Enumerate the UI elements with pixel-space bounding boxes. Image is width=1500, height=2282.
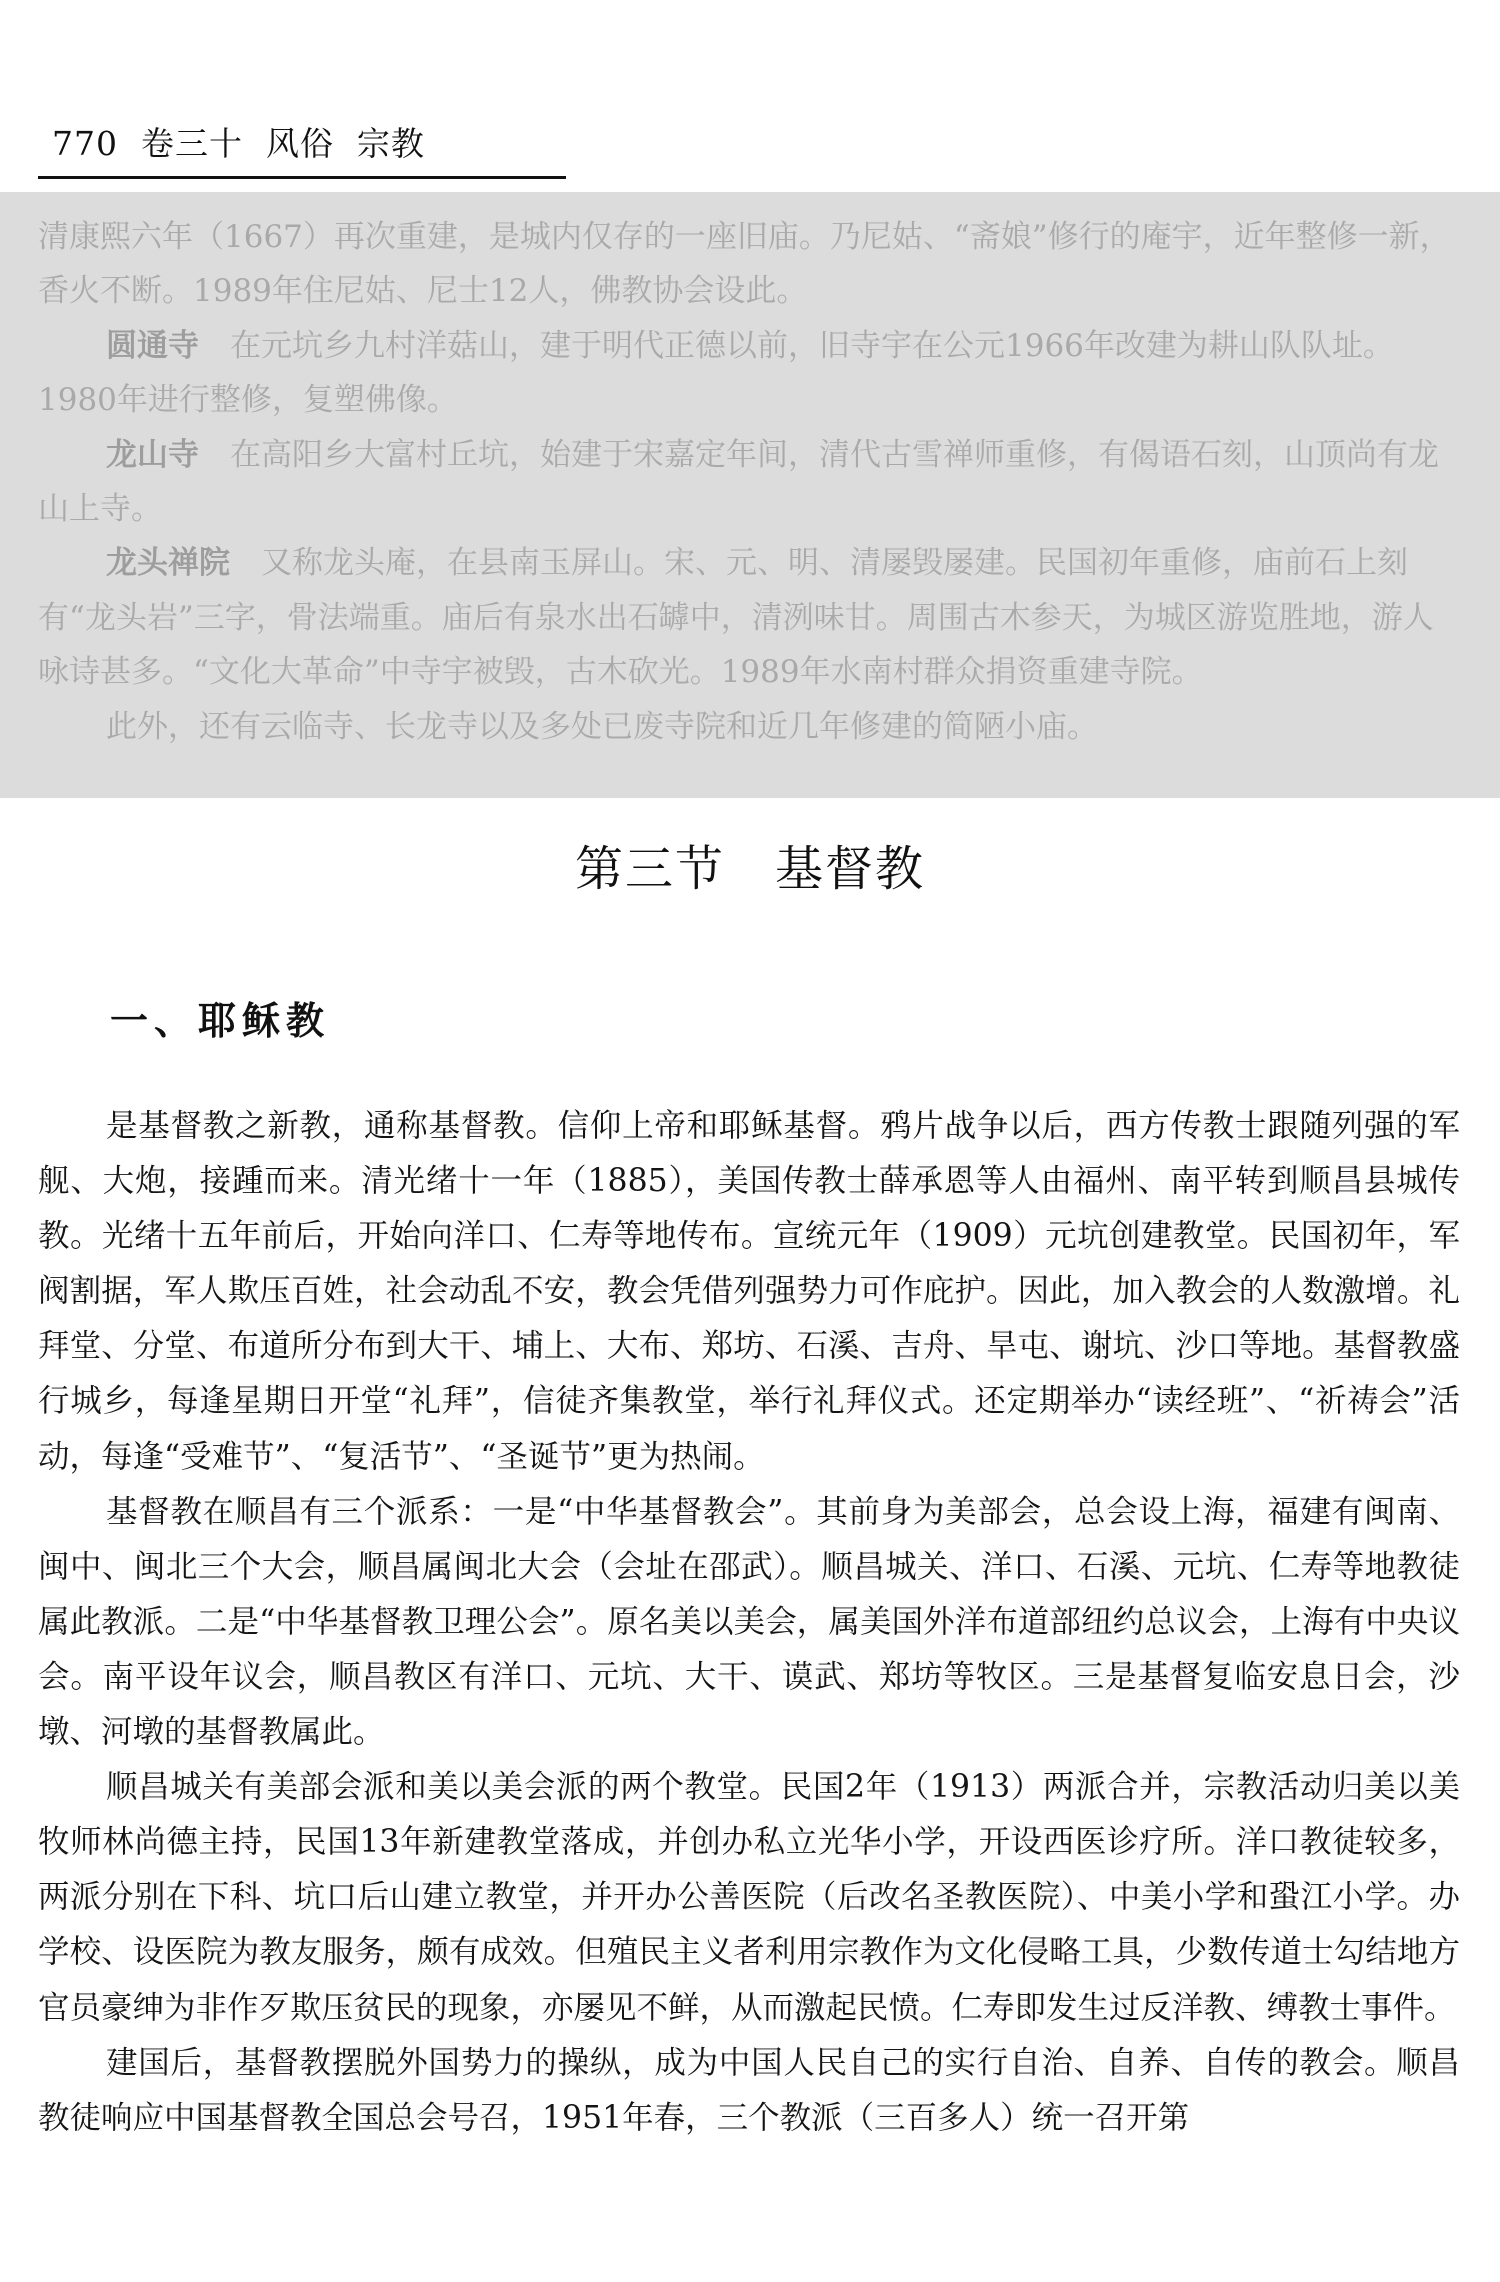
- header-rule: [38, 176, 566, 179]
- prev-paragraph-4: [38, 536, 1458, 699]
- temple-name: 龙头禅院: [106, 545, 230, 582]
- temple-description: 在高阳乡大富村丘坑，始建于宋嘉定年间，清代古雪禅师重修，有偈语石刻，山顶尚有龙山上寺。: [38, 436, 1439, 528]
- section-title: 第三节 基督教: [574, 841, 925, 897]
- prev-paragraph-3: [38, 428, 1458, 537]
- temple-description: 又称龙头庵，在县南玉屏山。宋、元、明、清屡毁屡建。民国初年重修，庙前石上刻有“龙头岩”三字，骨法端重。庙后有泉水出石罅中，清洌味甘。周围古木参天，为城区游览胜地，游人咏诗甚多。“文化大革命”中寺宇被毁，古木砍光。1989年水南村群众捐资重建寺院。: [38, 545, 1434, 691]
- body-paragraph-1: 是基督教之新教，通称基督教。信仰上帝和耶稣基督。鸦片战争以后，西方传教士跟随列强的军舰、大炮，接踵而来。清光绪十一年（1885），美国传教士薛承恩等人由福州、南平转到顺昌县城传教。光绪十五年前后，开始向洋口、仁寿等地传布。宣统元年（1909）元坑创建教堂。民国初年，军阀割据，军人欺压百姓，社会动乱不安，教会凭借列强势力可作庇护。因此，加入教会的人数激增。礼拜堂、分堂、布道所分布到大干、埔上、大布、郑坊、石溪、吉舟、旱屯、谢坑、沙口等地。基督教盛行城乡，每逢星期日开堂“礼拜”，信徒齐集教堂，举行礼拜仪式。还定期举办“读经班”、“祈祷会”活动，每逢“受难节”、“复活节”、“圣诞节”更为热闹。: [38, 1108, 1460, 1475]
- temple-name: 圆通寺: [106, 327, 199, 364]
- sub-heading: 一、耶稣教: [110, 998, 331, 1043]
- body-paragraph-2: 基督教在顺昌有三个派系：一是“中华基督教会”。其前身为美部会，总会设上海，福建有闽南、闽中、闽北三个大会，顺昌属闽北大会（会址在邵武）。顺昌城关、洋口、石溪、元坑、仁寿等地教徒属此教派。二是“中华基督教卫理公会”。原名美以美会，属美国外洋布道部纽约总议会，上海有中央议会。南平设年议会，顺昌教区有洋口、元坑、大干、谟武、郑坊等牧区。三是基督复临安息日会，沙墩、河墩的基督教属此。: [38, 1493, 1460, 1751]
- body-paragraph-4: 建国后，基督教摆脱外国势力的操纵，成为中国人民自己的实行自治、自养、自传的教会。顺昌教徒响应中国基督教全国总会号召，1951年春，三个教派（三百多人）统一召开第: [38, 2044, 1460, 2136]
- previous-section-text: [38, 210, 1458, 754]
- body-paragraph-3: 顺昌城关有美部会派和美以美会派的两个教堂。民国2年（1913）两派合并，宗教活动归美以美牧师林尚德主持，民国13年新建教堂落成，并创办私立光华小学，开设西医诊疗所。洋口教徒较多，两派分别在下科、坑口后山建立教堂，并开办公善医院（后改名圣教医院）、中美小学和蛩江小学。办学校、设医院为教友服务，颇有成效。但殖民主义者利用宗教作为文化侵略工具，少数传道士勾结地方官员豪绅为非作歹欺压贫民的现象，亦屡见不鲜，从而激起民愤。仁寿即发生过反洋教、缚教士事件。: [38, 1769, 1460, 2026]
- running-header: 770 卷三十 风俗 宗教: [52, 124, 425, 163]
- body-text: [38, 1099, 1460, 2146]
- prev-paragraph-5: 此外，还有云临寺、长龙寺以及多处已废寺院和近几年修建的简陋小庙。: [106, 708, 1098, 745]
- prev-paragraph-2: [38, 319, 1458, 428]
- temple-description: 在元坑乡九村洋菇山，建于明代正德以前，旧寺宇在公元1966年改建为耕山队队址。1980年进行整修，复塑佛像。: [38, 327, 1394, 419]
- prev-paragraph-1: 清康熙六年（1667）再次重建，是城内仅存的一座旧庙。乃尼姑、“斋娘”修行的庵宇，近年整修一新，香火不断。1989年住尼姑、尼士12人，佛教协会设此。: [38, 219, 1451, 310]
- temple-name: 龙山寺: [106, 436, 199, 473]
